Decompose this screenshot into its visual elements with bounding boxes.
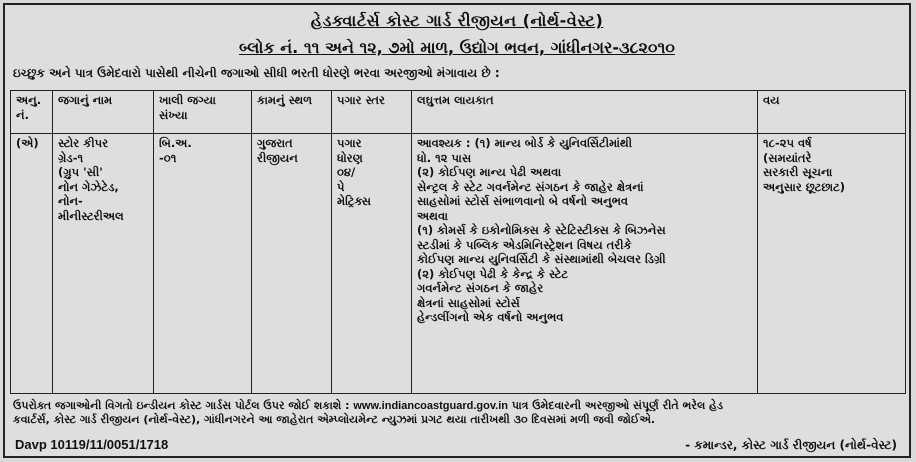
qualification-line: ક્ષેત્રનાં સાહસોમાં સ્ટોર્સ: [417, 295, 520, 310]
pay-line: મેટ્રિક્સ: [337, 194, 371, 208]
portal-link[interactable]: www.indiancoastguard.gov.in: [353, 400, 508, 412]
qualification-line: આવશ્યક : (૧) માન્ય બોર્ડ કે યુનિવર્સિટીમાંથી: [417, 136, 633, 150]
page-title: હેડક્વાર્ટર્સ કોસ્ટ ગાર્ડ રીજીયન (નોર્થ-વેસ્ટ): [310, 11, 604, 30]
col-header-sno: અનુ. નં.: [11, 91, 53, 134]
table-row: [11, 134, 906, 394]
davp-code: Davp 10119/11/0051/1718: [15, 437, 169, 452]
pay-line: ૦૪/: [337, 165, 356, 179]
vacancy-line: બિ.અ.: [159, 136, 192, 150]
signature: - કમાન્ડર, કોસ્ટ ગાર્ડ રીજીયન (નોર્થ-વેસ્ટ): [685, 438, 897, 452]
cell-qualification: [412, 134, 758, 394]
place-line: રીજીયન: [257, 150, 298, 165]
post-line: (ગ્રુપ 'સી': [58, 165, 103, 179]
vacancy-table: [10, 90, 906, 394]
vacancy-line: -૦૧: [159, 150, 177, 165]
cell-sno: (એ): [11, 134, 53, 394]
post-line: સ્ટોર કીપર: [58, 136, 109, 150]
col-header-pay: પગાર સ્તર: [332, 91, 412, 134]
qualification-line: સાહસોમાં સ્ટોર્સ સંભાળવાનો બે વર્ષનો અનુભવ: [417, 194, 629, 208]
cell-place: [252, 134, 332, 394]
qualification-line: કોઈપણ માન્ય યુનિવર્સિટી કે સંસ્થામાંથી બેચલર ડિગ્રી: [417, 252, 666, 266]
qualification-line: અથવા: [417, 208, 448, 223]
place-line: ગુજરાત: [257, 136, 293, 150]
table-header-row: [11, 91, 906, 134]
address-line: બ્લોક નં. ૧૧ અને ૧૨, ૭મો માળ, ઉદ્યોગ ભવન, ગાંધીનગર-૩૮૨૦૧૦: [239, 38, 675, 57]
qualification-line: સેન્ટ્રલ કે સ્ટેટ ગવર્નમેન્ટ સંગઠન કે જાહેર ક્ષેત્રનાં: [417, 179, 644, 194]
qualification-line: (૨) કોઈપણ માન્ય પેઢી અથવા: [417, 165, 562, 179]
pay-line: પે: [337, 179, 345, 194]
footer-text-before-url: ઉપરોક્ત જગાઓની વિગતો ઇન્ડીયન કોસ્ટ ગાર્ડસ પોર્ટલ ઉપર જોઈ શકાશે :: [13, 399, 350, 412]
cell-post: [53, 134, 154, 394]
post-line: ગ્રેડ-૧: [58, 150, 84, 165]
qualification-line: ધો. ૧૨ પાસ: [417, 150, 472, 165]
pay-line: પગાર: [337, 136, 362, 150]
cell-vacancy: [154, 134, 252, 394]
col-header-qualification: લઘુત્તમ લાયકાત: [412, 91, 758, 134]
cell-age: [758, 134, 906, 394]
cell-pay: [332, 134, 412, 394]
qualification-line: હેન્ડલીંગનો એક વર્ષનો અનુભવ: [417, 310, 564, 324]
intro-text: ઇચ્છુક અને પાત્ર ઉમેદવારો પાસેથી નીચેની જગાઓ સીધી ભરતી ધોરણે ભરવા અરજીઓ મંગાવાય છે :: [13, 66, 500, 80]
footer-text-after-url: પાત્ર ઉમેદવારની અરજીઓ સંપૂર્ણ રીતે ભરેલ હેડ: [511, 399, 723, 412]
qualification-line: (૨) કોઈપણ પેઢી કે કેન્દ્ર કે સ્ટેટ: [417, 266, 569, 281]
age-line: (સમયાંતરે: [763, 150, 812, 165]
post-line: નોન-: [58, 194, 83, 208]
post-line: મીનીસ્ટરીઅલ: [58, 208, 124, 223]
col-header-vacancy: ખાલી જગ્યા સંખ્યા: [154, 91, 252, 134]
age-line: સરકારી સૂચના: [763, 165, 833, 179]
advertisement-frame: [3, 3, 911, 458]
col-header-age: વય: [758, 91, 906, 134]
pay-line: ધોરણ: [337, 150, 363, 165]
footer-note: [13, 399, 903, 427]
col-header-place: કામનું સ્થળ: [252, 91, 332, 134]
post-line: નોન ગેઝેટેડ,: [58, 179, 119, 194]
qualification-line: (૧) કોમર્સ કે ઇકોનોમિક્સ કે સ્ટેટિસ્ટીક્સ કે બિઝનેસ: [417, 223, 666, 237]
qualification-line: ગવર્નમેન્ટ સંગઠન કે જાહેર: [417, 281, 544, 295]
col-header-post: જગાનું નામ: [53, 91, 154, 134]
qualification-line: સ્ટડીમાં કે પબ્લિક એડમિનિસ્ટ્રેશન વિષય તરીકે: [417, 237, 632, 252]
footer-line-2: કવાર્ટર્સ, કોસ્ટ ગાર્ડ રીજીયન (નોર્થ-વેસ્ટ), ગાંધીનગરને આ જાહેરાત એમ્પ્લોયમેન્ટ ન્યુઝમાં પ્રગટ થયા તારીખથી ૩૦ દિવસમાં મળી જવી જોઈએ.: [13, 413, 656, 426]
age-line: અનુસાર છૂટછાટ): [763, 179, 846, 194]
age-line: ૧૮-૨૫ વર્ષ: [763, 136, 812, 150]
